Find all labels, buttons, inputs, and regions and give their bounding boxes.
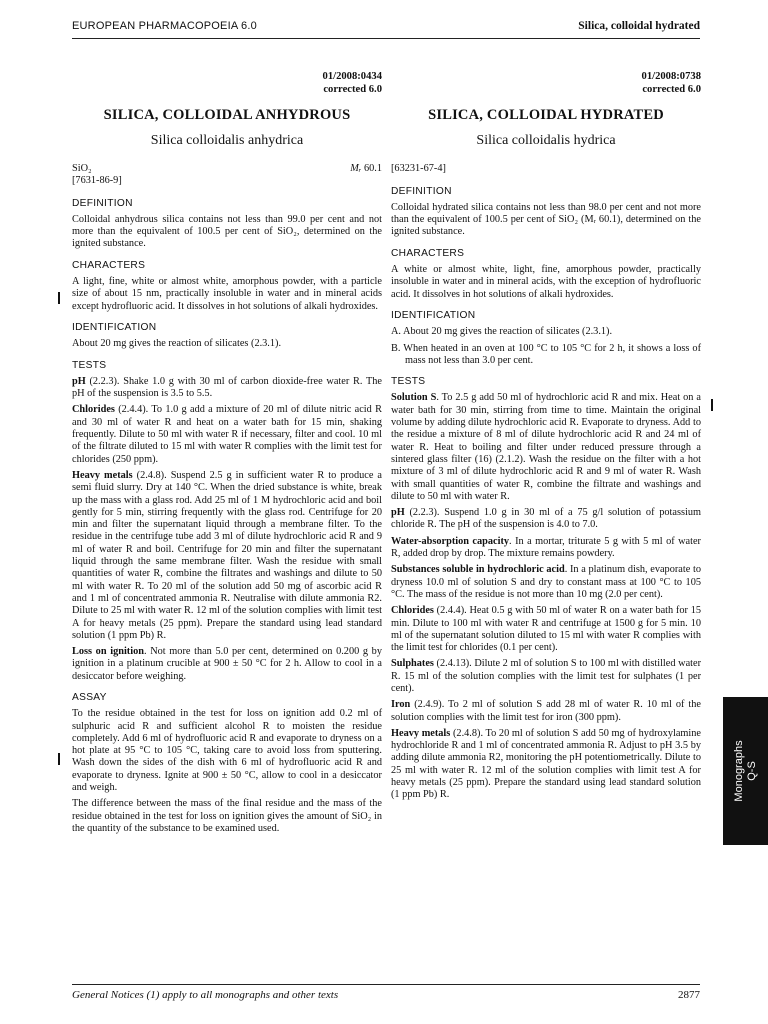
header-pharmacopoeia: EUROPEAN PHARMACOPOEIA 6.0 [72, 20, 257, 32]
section-identification: IDENTIFICATION [391, 309, 476, 321]
cas-number: [63231-67-4] [391, 162, 446, 174]
monograph-ref: 01/2008:0738 [641, 71, 701, 82]
section-tests: TESTS [72, 359, 107, 371]
test-title: Sulphates [391, 658, 434, 670]
test-loss-on-ignition [72, 646, 382, 683]
section-characters: CHARACTERS [391, 247, 465, 259]
test-iron [391, 699, 701, 724]
section-identification: IDENTIFICATION [72, 321, 157, 333]
test-title: pH [391, 507, 405, 519]
section-assay: ASSAY [72, 691, 107, 703]
test-body: (2.2.3). Shake 1.0 g with 30 ml of carbon dioxide-free water R. The pH of the suspension is 3.5 to 5.5. [72, 375, 382, 400]
test-sulphates [391, 658, 701, 695]
monograph-hydrated [391, 70, 701, 806]
identification-b: B. When heated in an oven at 100 °C to 105 °C for 2 h, it shows a loss of mass not less than 3.0 per cent. [391, 342, 701, 366]
test-ph [391, 507, 701, 532]
test-title: Chlorides [391, 605, 434, 617]
test-body: (2.4.4). Heat 0.5 g with 50 ml of water R on a water bath for 15 min. Dilute to 100 ml with water R and centrifuge at 1500 g for 5 min. 10 ml of the supernatant solution diluted to 15 ml with water R complies with the limit test for chlorides (0.1 per cent). [391, 605, 701, 654]
monograph-corrected: corrected 6.0 [323, 84, 382, 95]
molecular-formula: SiO₂ [72, 162, 92, 174]
characters-text: A light, fine, white or almost white, amorphous powder, with a particle size of about 15 nm, practically insoluble in water and in mineral acids except hydrofluoric acid. It dissolves in hot solutions of alkali hydroxides. [72, 276, 382, 312]
characters-text: A white or almost white, light, fine, amorphous powder, practically insoluble in water and in mineral acids, with the exception of hydrofluoric acid. It dissolves in hot solutions of alkali hydroxides. [391, 264, 701, 300]
test-chlorides [391, 605, 701, 654]
test-title: Substances soluble in hydrochloric acid [391, 564, 565, 576]
test-heavy-metals [72, 470, 382, 642]
molecular-mass [350, 163, 382, 175]
assay-text-1: To the residue obtained in the test for loss on ignition add 0.2 ml of sulphuric acid R and sufficient alcohol R to moisten the residue completely. Add 6 ml of hydrofluoric acid R and evaporate to dryness on a hot plate at 95 °C to 105 °C, taking care to avoid loss from sputtering. Wash down the sides of the dish with 6 ml of hydrofluoric acid R and evaporate to dryness. Ignite at 900 ± 50 °C, allow to cool in a desiccator and weigh. [72, 708, 382, 794]
test-body: . To 2.5 g add 50 ml of hydrochloric acid R and mix. Heat on a water bath for 30 min, stirring from time to time. Maintain the original volume by adding dilute hydrochloric acid R. Evaporate to dryness. Add to the residue a mixture of 8 ml of dilute hydrochloric acid R and 24 ml of water R. Heat to boiling and filter under reduced pressure through a sintered glass filter (16) (2.1.2). Wash the residue on the filter with a hot mixture of 3 ml of dilute hydrochloric acid R and 9 ml of water R. Wash with small quantities of water R, combine the filtrate and washings and dilute to 50 ml with water R. [391, 392, 701, 502]
test-heavy-metals [391, 728, 701, 802]
test-body: . Not more than 5.0 per cent, determined on 0.200 g by ignition in a platinum crucible at 900 ± 50 °C for 2 h. Allow to cool in a desiccator before weighing. [72, 646, 382, 682]
header-rule [72, 38, 700, 39]
footer-notice: General Notices (1) apply to all monographs and other texts [72, 989, 339, 1001]
change-bar [58, 292, 60, 304]
identification-text: About 20 mg gives the reaction of silicates (2.3.1). [72, 338, 282, 350]
test-title: Water-absorption capacity [391, 535, 510, 547]
section-definition: DEFINITION [391, 185, 452, 197]
monograph-corrected: corrected 6.0 [642, 84, 701, 95]
test-water-absorption [391, 536, 701, 561]
test-ph [72, 376, 382, 401]
test-title: Solution S [391, 392, 437, 404]
mr-value: 60.1 [363, 162, 382, 174]
test-body: (2.4.4). To 1.0 g add a mixture of 20 ml of dilute nitric acid R and 30 ml of water R and heat on a water bath for 15 min, shaking frequently. Dilute to 50 ml with water R if necessary, filter and cool. 10 ml of the filtrate diluted to 15 ml with water R complies with the limit test for chlorides (250 ppm). [72, 404, 382, 465]
tab-line-2: Q-S [745, 761, 758, 781]
test-body: . In a mortar, triturate 5 g with 5 ml of water R, added drop by drop. The mixture remains powdery. [391, 535, 701, 560]
test-body: (2.4.8). Suspend 2.5 g in sufficient water R to produce a semi fluid slurry. Dry at 140 °C. When the dried substance is white, break up the mass with a glass rod. Add 25 ml of 1 M hydrochloric acid and boil gently for 5 min, stirring frequently with the glass rod. Centrifuge for 20 min and filter the supernatant liquid through a membrane filter. To the residue in the centrifuge tube add 3 ml of dilute hydrochloric acid R and 9 ml of water R and boil. Centrifuge for 20 min and filter the supernatant liquid through the same membrane filter. Wash the residue with small quantities of water R, combine the filtrates and washings and dilute to 50 ml with water R. To 20 ml of the solution add 50 mg of ascorbic acid R and 1 ml of concentrated ammonia R. Neutralise with dilute ammonia R2. Dilute to 25 ml with water R. 12 ml of the solution complies with limit test A for heavy metals (25 ppm). Prepare the standard using lead standard solution (1 ppm Pb) R. [72, 469, 382, 641]
section-tab [723, 697, 768, 845]
monograph-ref: 01/2008:0434 [322, 71, 382, 82]
definition-text: Colloidal anhydrous silica contains not less than 99.0 per cent and not more than the equivalent of 100.5 per cent of SiO₂, determined on the ignited substance. [72, 213, 382, 250]
monograph-latin-name: Silica colloidalis anhydrica [150, 133, 304, 149]
header-monograph: Silica, colloidal hydrated [578, 20, 700, 32]
section-characters: CHARACTERS [72, 259, 146, 271]
mr-label: Mᵣ [350, 162, 362, 174]
test-title: Chlorides [72, 404, 115, 416]
page-header [72, 18, 700, 36]
test-title: Iron [391, 699, 411, 711]
cas-number: [7631-86-9] [72, 174, 122, 186]
monograph-title: SILICA, COLLOIDAL ANHYDROUS [103, 107, 351, 123]
section-tab-label [733, 740, 759, 801]
section-tests: TESTS [391, 376, 426, 388]
test-body: (2.2.3). Suspend 1.0 g in 30 ml of a 75 g/l solution of potassium chloride R. The pH of the suspension is 4.0 to 7.0. [391, 507, 701, 531]
identification-a: A. About 20 mg gives the reaction of silicates (2.3.1). [391, 326, 613, 338]
test-body: (2.4.8). To 20 ml of solution S add 50 mg of hydroxylamine hydrochloride R and 1 ml of concentrated ammonia R. Adjust to pH 3.5 by adding dilute ammonia R2, monitoring the pH potentiometrically. Dilute to 25 ml with water R. 12 ml of the solution complies with limit test A for heavy metals (25 ppm). Prepare the standard using lead standard solution (1 ppm Pb) R. [391, 727, 701, 801]
test-chlorides [72, 404, 382, 465]
section-definition: DEFINITION [72, 197, 133, 209]
definition-text: Colloidal hydrated silica contains not less than 98.0 per cent and not more than the equivalent of 100.5 per cent of SiO₂ (Mᵣ 60.1), determined on the ignited substance. [391, 201, 701, 238]
monograph-title: SILICA, COLLOIDAL HYDRATED [428, 107, 664, 123]
monograph-anhydrous [72, 70, 382, 839]
test-title: Loss on ignition [72, 646, 144, 658]
tab-line-1: Monographs [732, 740, 745, 802]
change-bar [58, 753, 60, 765]
page-number: 2877 [678, 989, 700, 1001]
identification-list [391, 326, 701, 367]
test-solution-s [391, 392, 701, 503]
change-bar [711, 399, 713, 411]
test-title: Heavy metals [391, 727, 451, 739]
monograph-latin-name: Silica colloidalis hydrica [476, 133, 616, 149]
test-body: (2.4.13). Dilute 2 ml of solution S to 100 ml with distilled water R. 15 ml of the solution complies with the limit test for sulphates (1 per cent). [391, 658, 701, 694]
formula-block [72, 163, 382, 189]
test-body: (2.4.9). To 2 ml of solution S add 28 ml of water R. 10 ml of the solution complies with the limit test for iron (300 ppm). [391, 699, 701, 723]
test-body: . In a platinum dish, evaporate to dryness 10.0 ml of solution S and dry to constant mass at 100 °C to 105 °C. The mass of the residue is not more than 10 mg (2.0 per cent). [391, 564, 701, 600]
test-title: Heavy metals [72, 469, 133, 481]
assay-text-2: The difference between the mass of the final residue and the mass of the residue obtained in the test for loss on ignition gives the amount of SiO₂ in the quantity of the substance to be examined used. [72, 798, 382, 834]
test-title: pH [72, 375, 86, 387]
test-substances-soluble [391, 564, 701, 601]
footer-rule [72, 984, 700, 985]
